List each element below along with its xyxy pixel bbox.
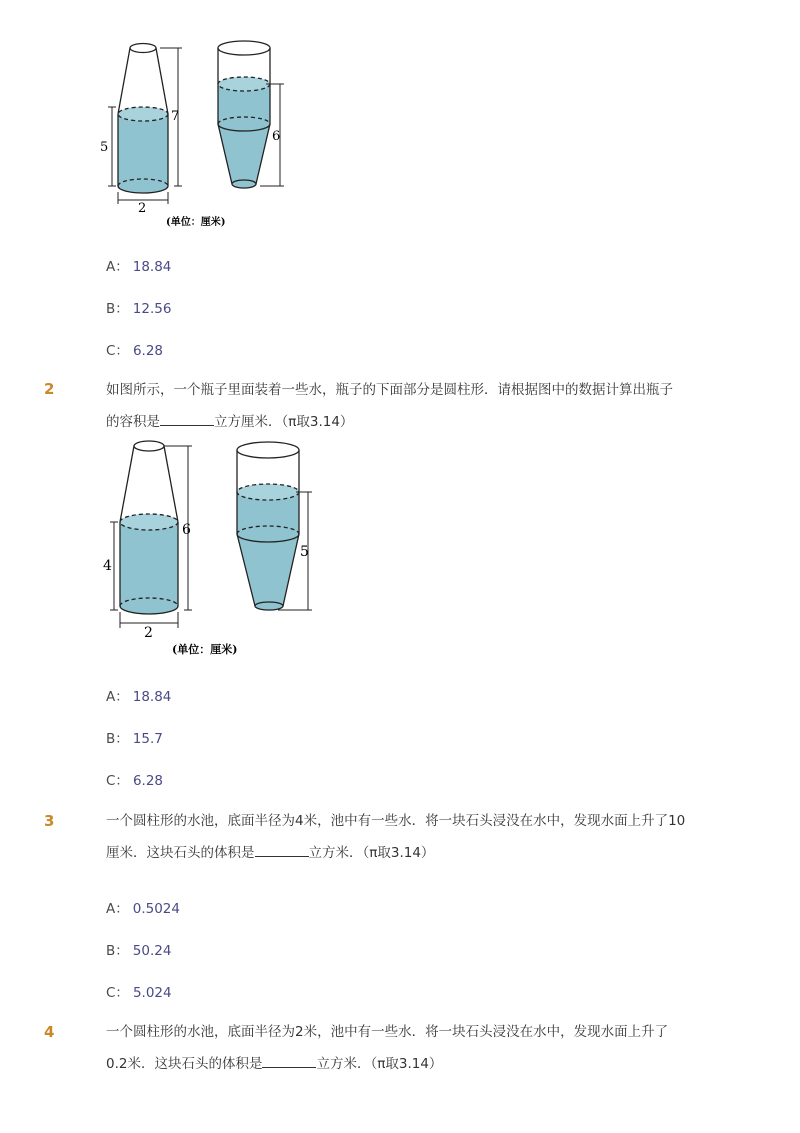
q3-option-b[interactable]: B： 50.24	[106, 943, 172, 959]
inverted-bottle	[237, 442, 299, 610]
bottle-figure-1	[100, 34, 290, 234]
question-text: 一个圆柱形的水池，底面半径为4米，池中有一些水．将一块石头浸没在水中，发现水面上升了10 厘米．这块石头的体积是 立方米．（π取3.14）	[106, 813, 686, 861]
q3-option-c[interactable]: C： 5.024	[106, 985, 172, 1001]
dim-total-height: 6	[182, 522, 191, 538]
dim-inverted-height: 5	[300, 544, 309, 560]
unit-label: (单位：厘米)	[172, 643, 238, 656]
upright-bottle	[118, 44, 168, 194]
question-text: 如图所示，一个瓶子里面装着一些水，瓶子的下面部分是圆柱形．请根据图中的数据计算出瓶子 的容积是 立方厘米．（π取3.14）	[106, 382, 673, 430]
q1-option-c[interactable]: C： 6.28	[106, 343, 163, 359]
upright-bottle	[120, 441, 178, 614]
unit-label: (单位：厘米)	[166, 217, 226, 228]
q2-option-c[interactable]: C： 6.28	[106, 773, 163, 789]
q1-option-a[interactable]: A： 18.84	[106, 259, 172, 275]
question-text: 一个圆柱形的水池，底面半径为2米，池中有一些水．将一块石头浸没在水中，发现水面上升了 0.2米．这块石头的体积是 立方米．（π取3.14）	[106, 1024, 669, 1072]
question-number: 3	[44, 812, 55, 830]
q1-option-b[interactable]: B： 12.56	[106, 301, 172, 317]
answer-blank	[160, 411, 214, 426]
dim-inverted-height: 6	[272, 129, 281, 144]
dim-total-height: 7	[171, 109, 180, 124]
bottle-figure-2	[100, 436, 325, 662]
question-number: 4	[44, 1023, 55, 1041]
dim-water-height: 4	[103, 558, 112, 574]
dim-width: 2	[144, 625, 153, 641]
question-number: 2	[44, 380, 55, 398]
q2-option-a[interactable]: A： 18.84	[106, 689, 172, 705]
dim-width: 2	[138, 201, 147, 216]
dim-water-height: 5	[100, 140, 109, 155]
answer-blank	[262, 1053, 316, 1068]
inverted-bottle	[218, 41, 270, 188]
q3-option-a[interactable]: A： 0.5024	[106, 901, 180, 917]
q2-option-b[interactable]: B： 15.7	[106, 731, 163, 747]
answer-blank	[255, 842, 309, 857]
